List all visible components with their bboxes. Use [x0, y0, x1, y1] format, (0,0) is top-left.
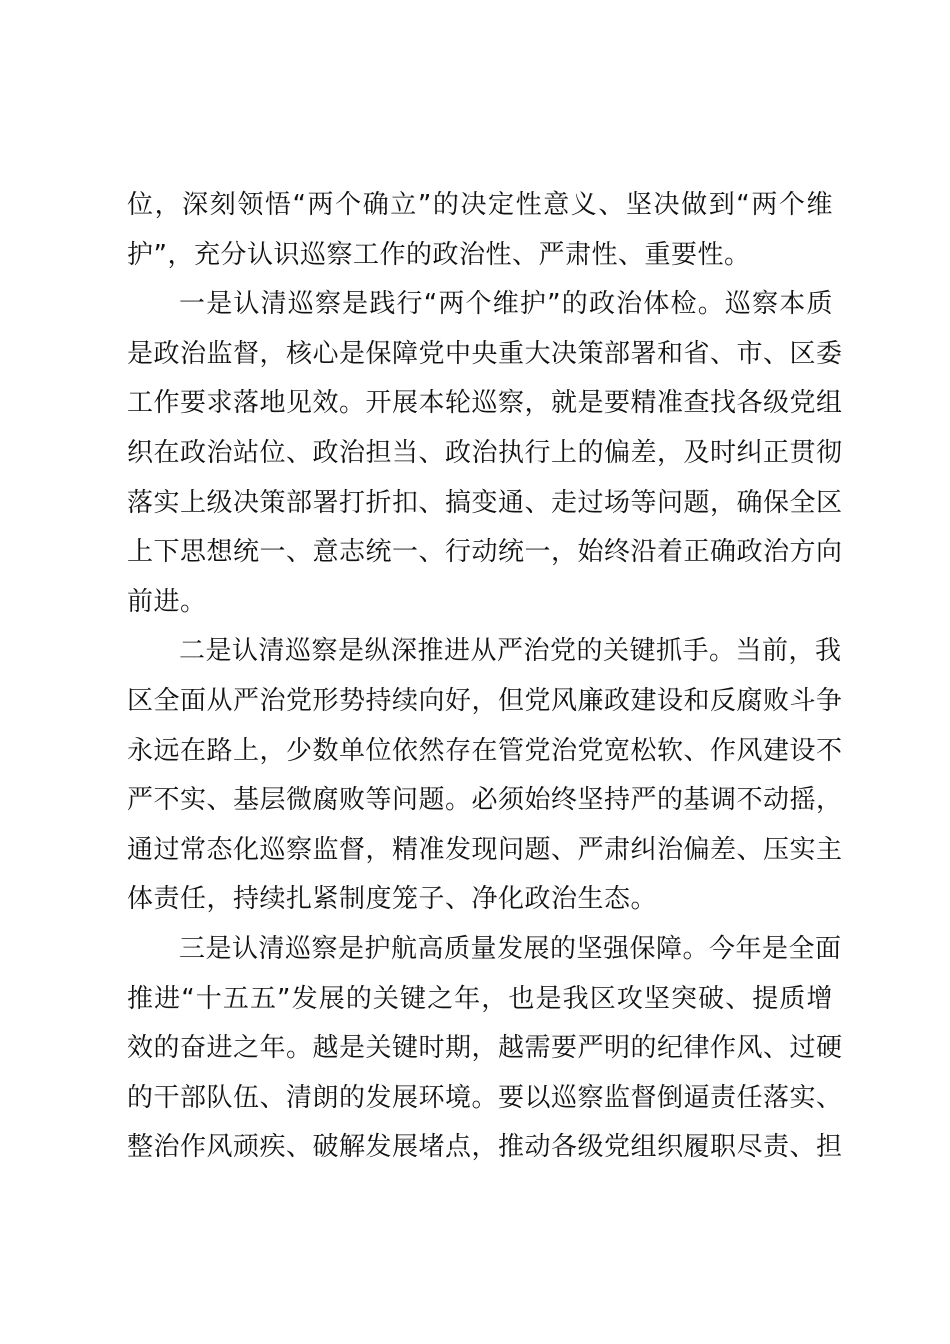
text-line: 上下思想统一、意志统一、行动统一，始终沿着正确政治方向: [127, 537, 843, 568]
text-line: 是政治监督，核心是保障党中央重大决策部署和省、市、区委: [127, 338, 843, 369]
text-line: 工作要求落地见效。开展本轮巡察，就是要精准查找各级党组: [127, 388, 843, 419]
text-line: 织在政治站位、政治担当、政治执行上的偏差，及时纠正贯彻: [127, 437, 843, 468]
text-line: 的干部队伍、清朗的发展环境。要以巡察监督倒逼责任落实、: [127, 1082, 843, 1113]
text-line: 前进。: [127, 586, 207, 617]
text-line: 推进“十五五”发展的关键之年，也是我区攻坚突破、提质增: [127, 983, 833, 1014]
text-line: 体责任，持续扎紧制度笼子、净化政治生态。: [127, 884, 658, 915]
text-line: 通过常态化巡察监督，精准发现问题、严肃纠治偏差、压实主: [127, 834, 843, 865]
text-line: 严不实、基层微腐败等问题。必须始终坚持严的基调不动摇，: [127, 785, 843, 816]
text-line: 区全面从严治党形势持续向好，但党风廉政建设和反腐败斗争: [127, 685, 843, 716]
text-line: 落实上级决策部署打折扣、搞变通、走过场等问题，确保全区: [127, 487, 843, 518]
text-line: 永远在路上，少数单位依然存在管党治党宽松软、作风建设不: [127, 735, 843, 766]
text-line: 效的奋进之年。越是关键时期，越需要严明的纪律作风、过硬: [127, 1033, 843, 1064]
text-line: 位，深刻领悟“两个确立”的决定性意义、坚决做到“两个维: [127, 190, 833, 220]
text-line: 护”，充分认识巡察工作的政治性、严肃性、重要性。: [127, 239, 751, 270]
text-line: 三是认清巡察是护航高质量发展的坚强保障。今年是全面: [179, 933, 842, 964]
document-body: [127, 181, 843, 1173]
text-line: 二是认清巡察是纵深推进从严治党的关键抓手。当前，我: [179, 636, 842, 667]
text-line: 一是认清巡察是践行“两个维护”的政治体检。巡察本质: [179, 289, 833, 320]
text-line: 整治作风顽疾、破解发展堵点，推动各级党组织履职尽责、担: [127, 1132, 843, 1163]
